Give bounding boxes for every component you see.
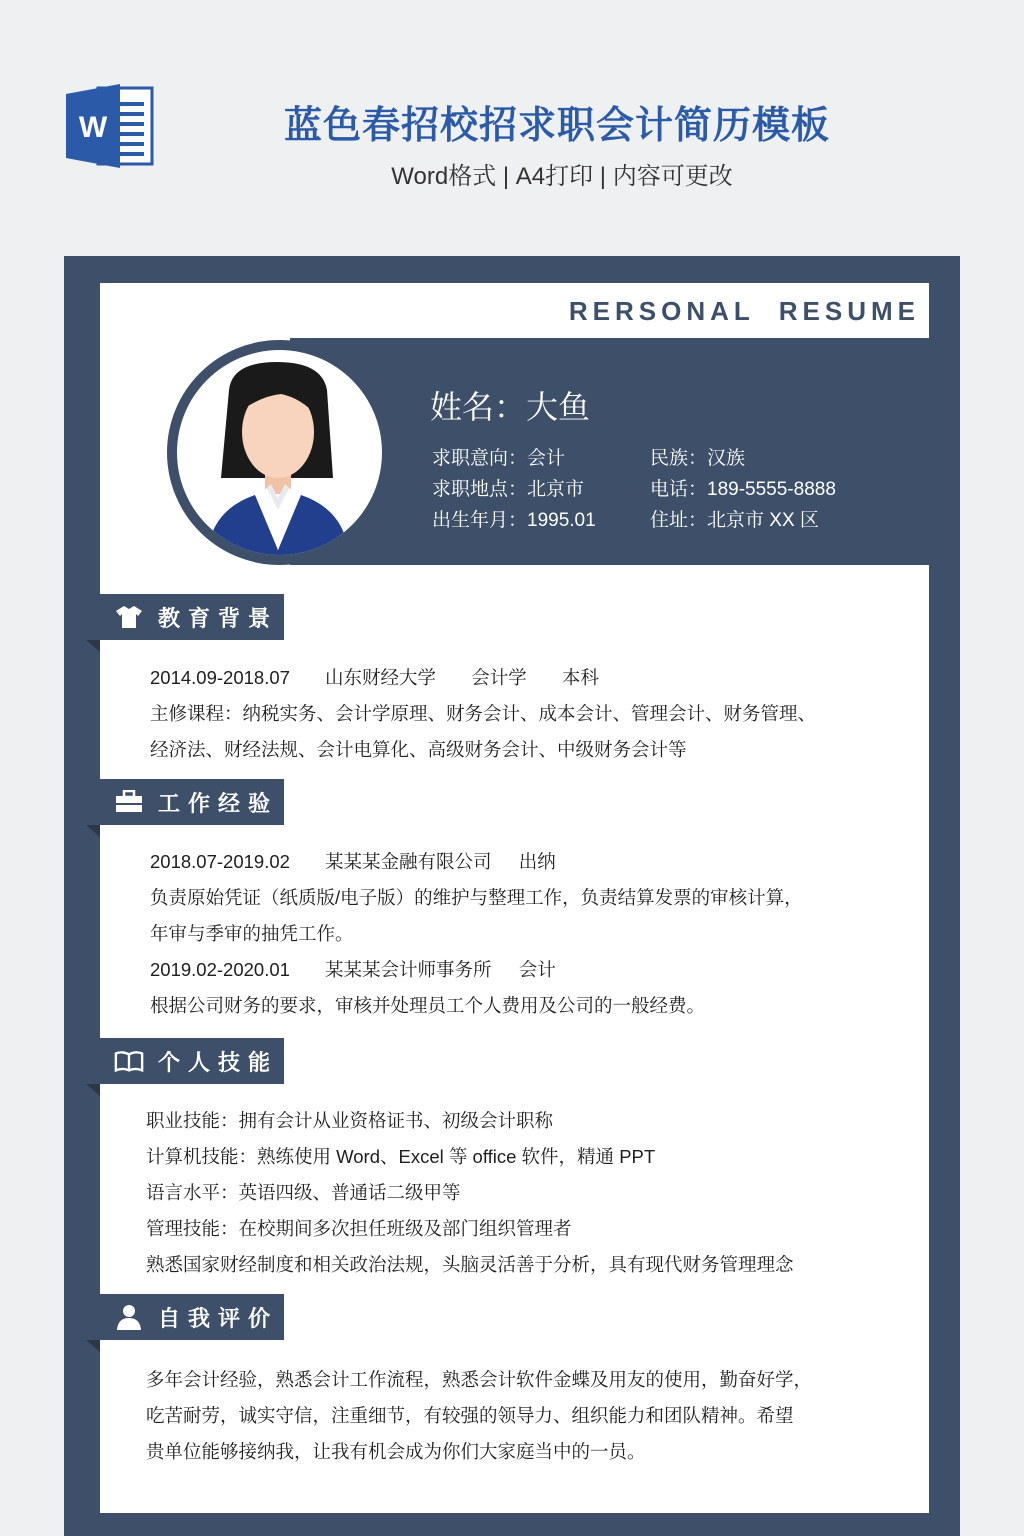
section-education-tag	[86, 594, 284, 640]
birth-date: 出生年月：1995.01	[432, 510, 596, 531]
job-location: 求职地点：北京市	[432, 479, 585, 500]
book-icon	[114, 1048, 144, 1074]
work-entry-2	[150, 956, 556, 982]
work1-company: 某某某金融有限公司	[325, 851, 492, 872]
phone: 电话：189-5555-8888	[650, 479, 836, 500]
work1-role: 出纳	[518, 851, 556, 872]
education-major: 会计学	[471, 667, 527, 688]
work1-desc-2: 年审与季审的抽凭工作。	[150, 923, 354, 944]
avatar	[177, 350, 382, 555]
section-skills-tag	[86, 1038, 284, 1084]
skill-line: 管理技能：在校期间多次担任班级及部门组织管理者	[146, 1218, 572, 1239]
work2-desc: 根据公司财务的要求，审核并处理员工个人费用及公司的一般经费。	[150, 995, 706, 1016]
skill-line: 语言水平：英语四级、普通话二级甲等	[146, 1182, 461, 1203]
work-entry-1	[150, 848, 556, 874]
tag-fold	[86, 1340, 100, 1352]
candidate-name: 姓名：大鱼	[430, 389, 591, 425]
section-skills-title: 个人技能	[158, 1049, 279, 1075]
tag-fold	[86, 640, 100, 652]
skill-line: 计算机技能：熟练使用 Word、Excel 等 office 软件，精通 PPT	[146, 1146, 656, 1167]
work1-period: 2018.07-2019.02	[150, 851, 290, 872]
page-subtitle: Word格式 | A4打印 | 内容可更改	[391, 163, 733, 190]
resume-heading: RERSONAL RESUME	[568, 296, 920, 326]
education-courses-1: 主修课程：纳税实务、会计学原理、财务会计、成本会计、管理会计、财务管理、	[150, 703, 817, 724]
work1-desc-1: 负责原始凭证（纸质版/电子版）的维护与整理工作，负责结算发票的审核计算，	[150, 887, 803, 908]
work2-period: 2019.02-2020.01	[150, 959, 290, 980]
skill-line: 职业技能：拥有会计从业资格证书、初级会计职称	[146, 1110, 554, 1131]
section-self-tag	[86, 1294, 284, 1340]
self-line: 贵单位能够接纳我，让我有机会成为你们大家庭当中的一员。	[146, 1441, 646, 1462]
work2-company: 某某某会计师事务所	[325, 959, 492, 980]
briefcase-icon	[114, 789, 144, 815]
section-work-title: 工作经验	[158, 790, 279, 816]
education-courses-2: 经济法、财经法规、会计电算化、高级财务会计、中级财务会计等	[150, 739, 687, 760]
self-line: 吃苦耐劳，诚实守信，注重细节，有较强的领导力、组织能力和团队精神。希望	[146, 1405, 794, 1426]
skill-line: 熟悉国家财经制度和相关政治法规，头脑灵活善于分析，具有现代财务管理理念	[146, 1254, 794, 1275]
section-education-title: 教育背景	[158, 605, 279, 631]
person-icon	[114, 1304, 144, 1330]
section-work-tag	[86, 779, 284, 825]
education-entry	[150, 664, 599, 690]
section-self-title: 自我评价	[158, 1305, 279, 1331]
address: 住址：北京市 XX 区	[650, 510, 819, 531]
tag-fold	[86, 825, 100, 837]
self-line: 多年会计经验，熟悉会计工作流程，熟悉会计软件金蝶及用友的使用，勤奋好学，	[146, 1369, 813, 1390]
education-period: 2014.09-2018.07	[150, 667, 290, 688]
tag-fold	[86, 1084, 100, 1096]
page-title: 蓝色春招校招求职会计简历模板	[283, 105, 830, 147]
work2-role: 会计	[518, 959, 556, 980]
education-school: 山东财经大学	[325, 667, 437, 688]
job-intention: 求职意向：会计	[432, 448, 566, 469]
education-degree: 本科	[561, 667, 599, 688]
word-logo-letter: W	[78, 111, 108, 144]
ethnicity: 民族：汉族	[650, 448, 746, 469]
shirt-icon	[114, 604, 144, 630]
